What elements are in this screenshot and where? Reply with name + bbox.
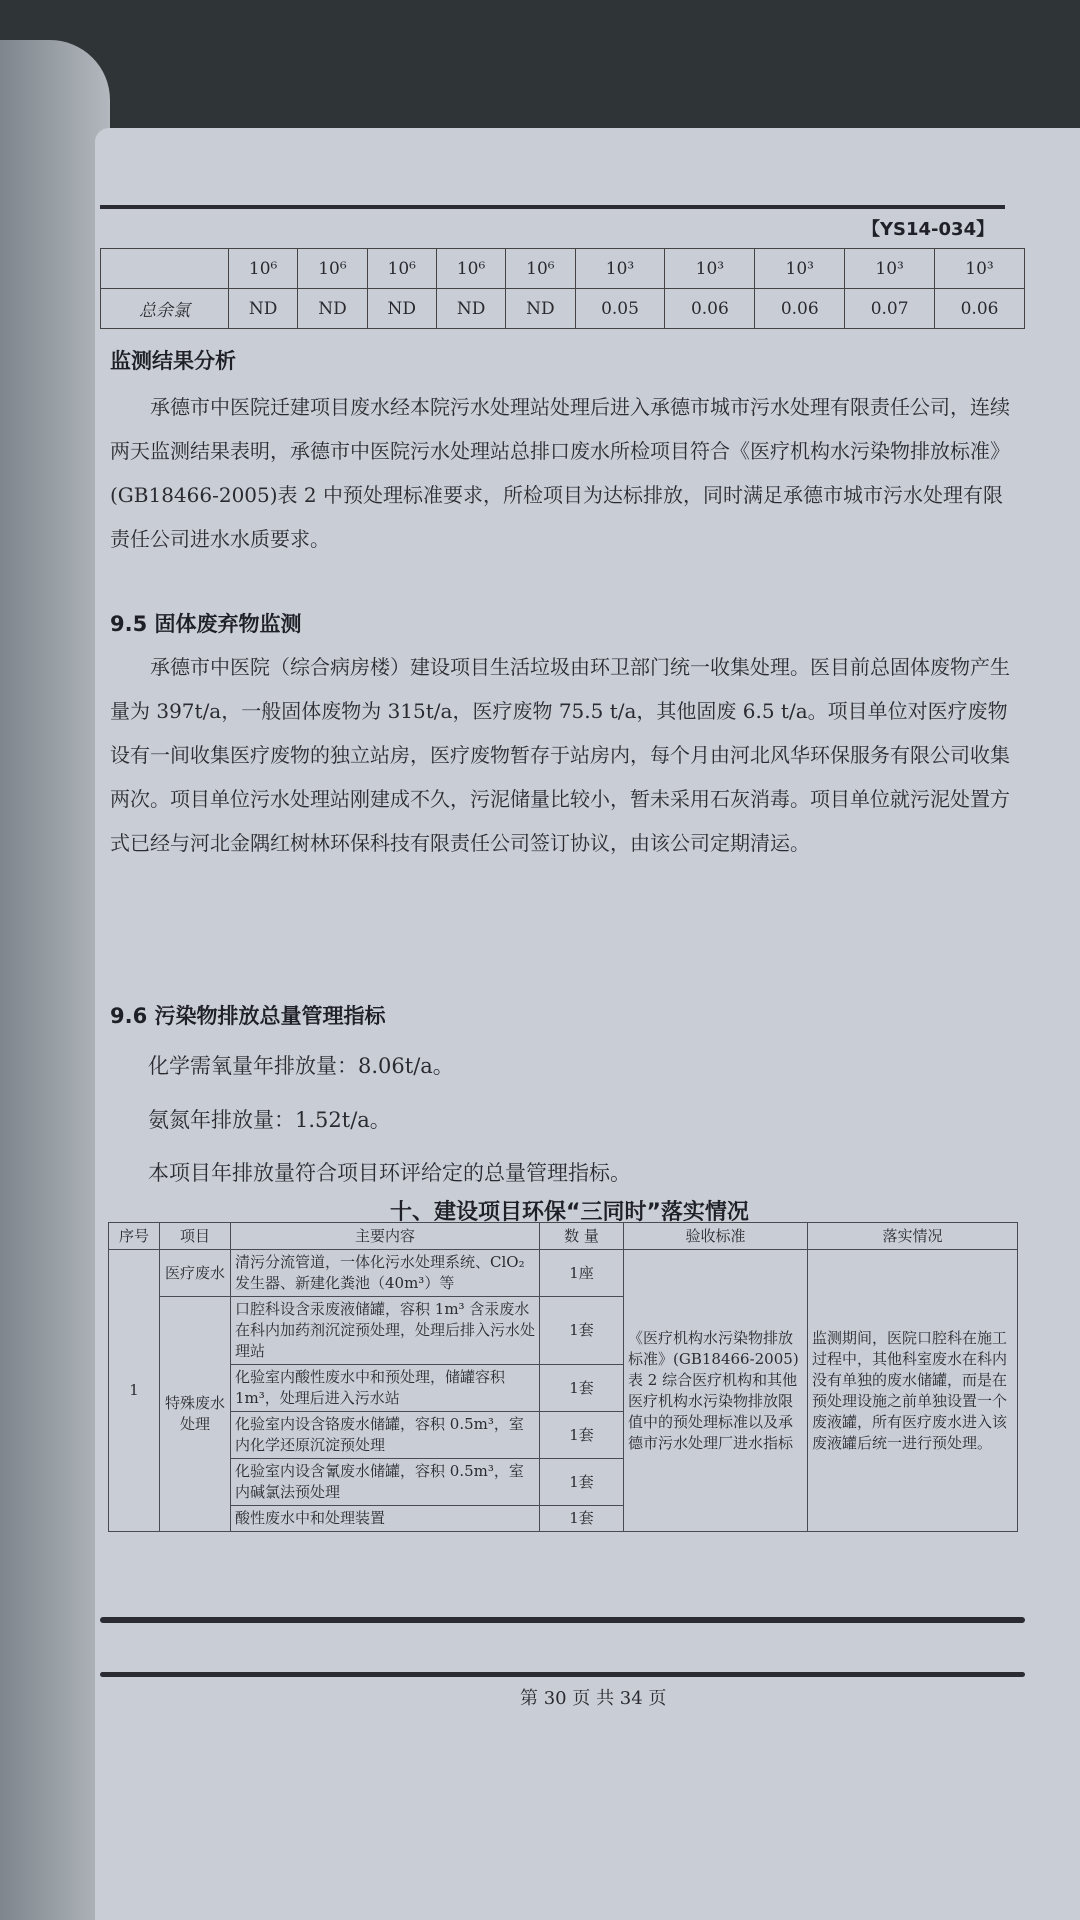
table-cell: 10⁶ <box>367 249 436 289</box>
table-cell: 10⁶ <box>298 249 367 289</box>
table-cell: ND <box>436 289 505 329</box>
implementation-cell: 监测期间，医院口腔科在施工过程中，其他科室废水在科内没有单独的废水储罐，而是在预处理设施之前单独设置一个废液罐，所有医疗废水进入该废液罐后统一进行预处理。 <box>808 1250 1018 1532</box>
table-cell: ND <box>506 289 575 329</box>
header-rule <box>100 205 1005 209</box>
header-implementation: 落实情况 <box>808 1223 1018 1250</box>
monitoring-table <box>100 248 1025 329</box>
table-cell: 10⁶ <box>506 249 575 289</box>
cod-line: 化学需氧量年排放量：8.06t/a。 <box>148 1054 454 1078</box>
item-cell: 特殊废水处理 <box>160 1297 231 1532</box>
header-quantity: 数 量 <box>540 1223 624 1250</box>
table-cell: 10⁶ <box>436 249 505 289</box>
conformity-line: 本项目年排放量符合项目环评给定的总量管理指标。 <box>148 1161 631 1185</box>
adjacent-page <box>0 40 110 1920</box>
header-item: 项目 <box>160 1223 231 1250</box>
solid-waste-heading: 9.5 固体废弃物监测 <box>110 612 302 636</box>
table-cell: 0.05 <box>575 289 665 329</box>
content-cell: 化验室内设含铬废水储罐，容积 0.5m³，室内化学还原沉淀预处理 <box>231 1412 540 1459</box>
document-code: 【YS14-034】 <box>862 219 995 240</box>
header-standard: 验收标准 <box>624 1223 808 1250</box>
table-cell: 0.06 <box>665 289 755 329</box>
footer-rule-top <box>100 1617 1025 1623</box>
total-control-heading: 9.6 污染物排放总量管理指标 <box>110 1004 386 1028</box>
table-cell: 10³ <box>575 249 665 289</box>
qty-cell: 1套 <box>540 1506 624 1532</box>
qty-cell: 1套 <box>540 1459 624 1506</box>
section-title: 十、建设项目环保“三同时”落实情况 <box>390 1200 749 1225</box>
table-cell: ND <box>367 289 436 329</box>
table-cell: 10³ <box>665 249 755 289</box>
page-number: 第 30 页 共 34 页 <box>520 1688 667 1709</box>
seq-cell: 1 <box>109 1250 160 1532</box>
item-cell: 医疗废水 <box>160 1250 231 1297</box>
ammonia-line: 氨氮年排放量：1.52t/a。 <box>148 1108 391 1132</box>
qty-cell: 1套 <box>540 1297 624 1365</box>
qty-cell: 1套 <box>540 1365 624 1412</box>
table-row <box>101 289 1025 329</box>
table-cell: 10³ <box>755 249 845 289</box>
content-cell: 化验室内酸性废水中和预处理，储罐容积 1m³，处理后进入污水站 <box>231 1365 540 1412</box>
table-header-row <box>109 1223 1018 1250</box>
table-cell: 0.06 <box>935 289 1025 329</box>
table-cell: 0.07 <box>845 289 935 329</box>
standard-cell: 《医疗机构水污染物排放标准》(GB18466-2005)表 2 综合医疗机构和其他医疗机构水污染物排放限值中的预处理标准以及承德市污水处理厂进水指标 <box>624 1250 808 1532</box>
qty-cell: 1座 <box>540 1250 624 1297</box>
table-cell: 10³ <box>935 249 1025 289</box>
qty-cell: 1套 <box>540 1412 624 1459</box>
content-cell: 口腔科设含汞废液储罐，容积 1m³ 含汞废水在科内加药剂沉淀预处理，处理后排入污水处理站 <box>231 1297 540 1365</box>
table-cell <box>101 249 229 289</box>
content-cell: 清污分流管道，一体化污水处理系统、ClO₂发生器、新建化粪池（40m³）等 <box>231 1250 540 1297</box>
table-cell: 0.06 <box>755 289 845 329</box>
header-content: 主要内容 <box>231 1223 540 1250</box>
three-simultaneous-table <box>108 1222 1018 1532</box>
analysis-heading: 监测结果分析 <box>110 349 236 373</box>
table-row <box>101 249 1025 289</box>
table-cell: 10³ <box>845 249 935 289</box>
solid-waste-paragraph: 承德市中医院（综合病房楼）建设项目生活垃圾由环卫部门统一收集处理。医目前总固体废物产生量为 397t/a，一般固体废物为 315t/a，医疗废物 75.5 t/a，其他固废 6.5 t/a。项目单位对医疗废物设有一间收集医疗废物的独立站房，医疗废物暂存于站房内，每个月由河北风华环保服务有限公司收集两次。项目单位污水处理站刚建成不久，污泥储量比较小，暂未采用石灰消毒。项目单位就污泥处置方式已经与河北金隅红树林环保科技有限责任公司签订协议，由该公司定期清运。 <box>110 655 1010 855</box>
table-cell: ND <box>298 289 367 329</box>
table-row <box>109 1250 1018 1297</box>
row-label: 总余氯 <box>101 289 229 329</box>
table-cell: 10⁶ <box>229 249 298 289</box>
header-seq: 序号 <box>109 1223 160 1250</box>
content-cell: 酸性废水中和处理装置 <box>231 1506 540 1532</box>
table-cell: ND <box>229 289 298 329</box>
footer-rule-bottom <box>100 1672 1025 1677</box>
analysis-paragraph: 承德市中医院迁建项目废水经本院污水处理站处理后进入承德市城市污水处理有限责任公司，连续两天监测结果表明，承德市中医院污水处理站总排口废水所检项目符合《医疗机构水污染物排放标准》(GB18466-2005)表 2 中预处理标准要求，所检项目为达标排放，同时满足承德市城市污水处理有限责任公司进水水质要求。 <box>110 395 1010 551</box>
content-cell: 化验室内设含氰废水储罐，容积 0.5m³，室内碱氯法预处理 <box>231 1459 540 1506</box>
